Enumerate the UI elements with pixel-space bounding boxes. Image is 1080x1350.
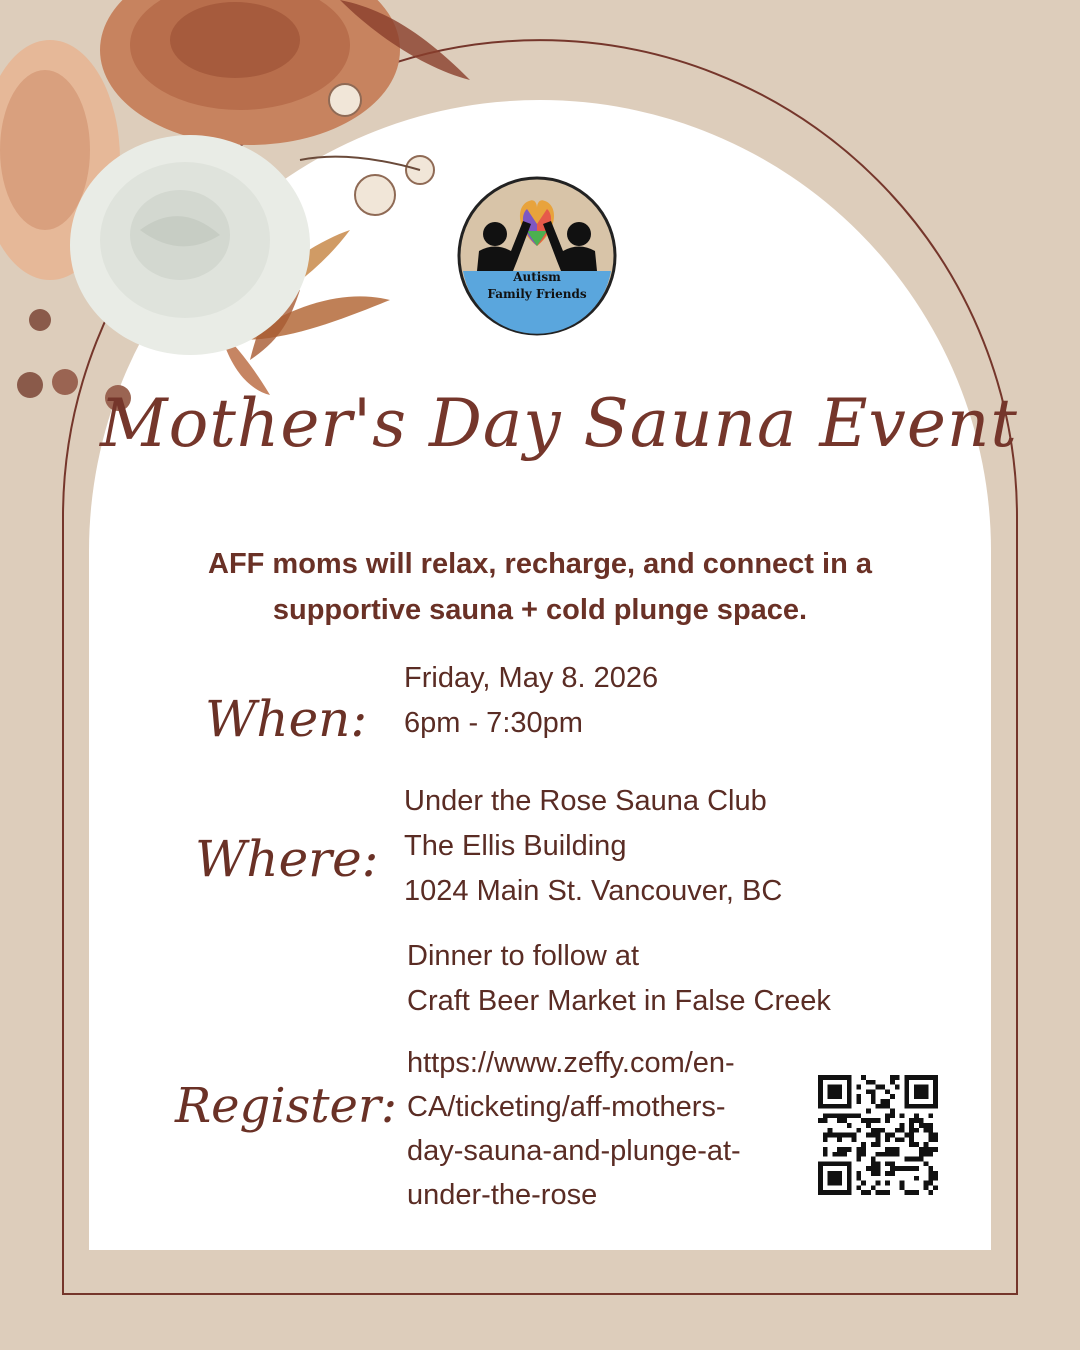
qr-code-icon[interactable] [818, 1075, 938, 1195]
dinner-line-1: Dinner to follow at [407, 940, 640, 972]
autism-family-friends-logo [457, 176, 617, 336]
event-title: Mother's Day Sauna Event [100, 385, 1018, 462]
venue-name: Under the Rose Sauna Club [404, 785, 767, 817]
venue-building: The Ellis Building [404, 830, 627, 862]
logo-text-family-friends: Family Friends [487, 287, 587, 301]
floral-bouquet-illustration [0, 0, 480, 440]
subtitle-line-1: AFF moms will relax, recharge, and connect in a [208, 548, 872, 580]
register-label: Register: [175, 1078, 398, 1134]
register-url-line-1[interactable]: https://www.zeffy.com/en- [407, 1047, 735, 1079]
register-url-line-3[interactable]: day-sauna-and-plunge-at- [407, 1135, 741, 1167]
event-date: Friday, May 8. 2026 [404, 662, 659, 694]
where-label: Where: [195, 830, 379, 888]
register-url-line-4[interactable]: under-the-rose [407, 1179, 598, 1211]
subtitle-line-2: supportive sauna + cold plunge space. [272, 594, 808, 626]
register-url-line-2[interactable]: CA/ticketing/aff-mothers- [407, 1091, 726, 1123]
dinner-line-2: Craft Beer Market in False Creek [407, 985, 831, 1017]
when-label: When: [205, 690, 368, 748]
venue-address: 1024 Main St. Vancouver, BC [404, 875, 783, 907]
logo-text-autism: Autism [513, 270, 561, 284]
event-time: 6pm - 7:30pm [404, 707, 583, 739]
